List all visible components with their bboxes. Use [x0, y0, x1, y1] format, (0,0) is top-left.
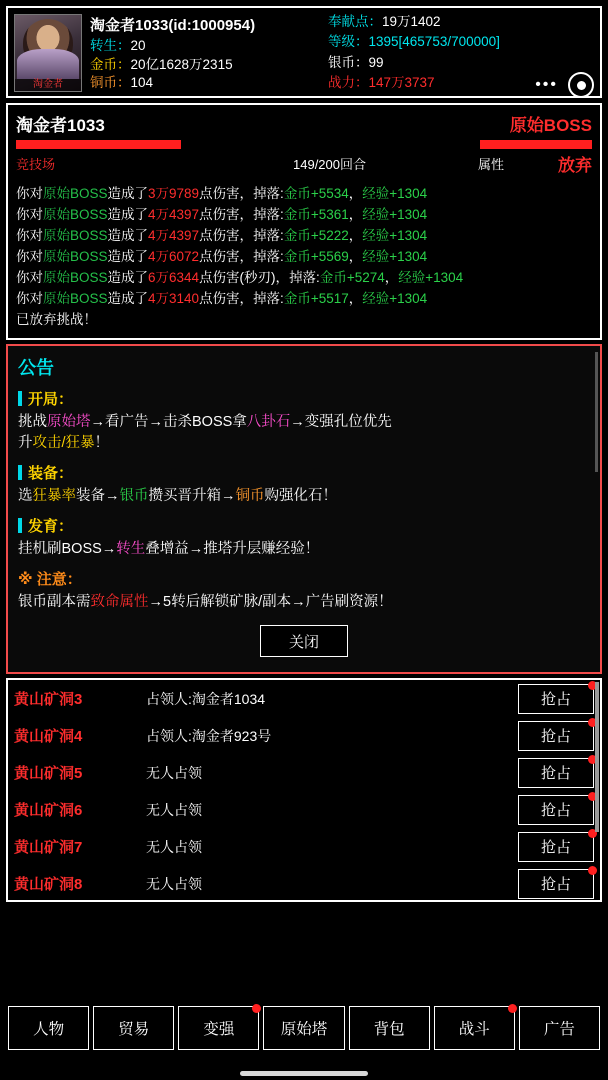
log-sep: ，: [384, 270, 399, 285]
giveup-button[interactable]: 放弃: [558, 156, 592, 175]
log-damage: 4万4397: [148, 207, 200, 222]
section-marker-icon: [18, 391, 22, 406]
log-mid: 造成了: [107, 228, 149, 243]
log-suffix: 点伤害，: [199, 249, 254, 264]
log-sep: ，: [348, 228, 363, 243]
nav-label: 变强: [203, 1021, 235, 1038]
log-damage: 6万6344: [148, 270, 200, 285]
stat-contribution-value: 19万1402: [382, 14, 441, 29]
mine-grab-label: 抢占: [540, 728, 571, 745]
stat-gold: [90, 57, 328, 72]
log-drop-label: 掉落:: [253, 228, 284, 243]
mine-name: 黄山矿洞4: [14, 728, 83, 745]
mine-grab-button[interactable]: [518, 795, 594, 825]
text-seg: →变强孔位优先: [290, 414, 392, 430]
text-seg: 装备→: [76, 488, 120, 504]
mine-owner: 无人占领: [146, 875, 202, 892]
log-line: [16, 267, 592, 288]
stat-rebirth: [90, 38, 328, 53]
notice-section-warning: [18, 568, 590, 613]
notice-section-name: 发育：: [28, 518, 74, 535]
mine-grab-label: 抢占: [540, 691, 571, 708]
log-sep: ，: [348, 186, 363, 201]
notice-title: 公告: [18, 358, 54, 378]
mine-grab-label: 抢占: [540, 765, 571, 782]
nav-item-tower[interactable]: [263, 1006, 344, 1050]
text-seg-highlight: 铜币: [235, 488, 265, 504]
avatar-art-body: [17, 49, 79, 79]
text-seg: →5转后解锁矿脉/副本→广告刷资源！: [148, 594, 393, 610]
log-exp: 经验+1304: [398, 270, 464, 285]
home-indicator: [240, 1071, 368, 1076]
mine-name: 黄山矿洞8: [14, 876, 83, 893]
log-gold: 金币+5534: [283, 186, 349, 201]
nav-item-character[interactable]: [8, 1006, 89, 1050]
stat-copper: [90, 75, 328, 90]
log-gold: 金币+5274: [319, 270, 385, 285]
nav-label: 广告: [543, 1021, 575, 1038]
nav-label: 人物: [33, 1021, 65, 1038]
nav-label: 贸易: [118, 1021, 150, 1038]
log-line: [16, 225, 592, 246]
panel-controls: [535, 72, 594, 98]
log-prefix: 你对: [16, 186, 43, 201]
stat-power-value: 147万3737: [368, 74, 435, 90]
avatar-name: 淘金者: [15, 79, 81, 91]
log-exp: 经验+1304: [362, 186, 428, 201]
log-drop-label: 掉落:: [253, 249, 284, 264]
text-seg: →看广告→击杀BOSS拿: [90, 414, 247, 430]
mine-row: [8, 791, 600, 828]
stat-power-label: 战力：: [328, 74, 369, 90]
more-options-icon[interactable]: •••: [535, 76, 558, 93]
notice-section-name: 开局：: [28, 391, 74, 408]
text-seg-highlight: 转生: [116, 541, 146, 557]
hp-bars: [16, 140, 592, 149]
record-icon[interactable]: [568, 72, 594, 98]
boss-hp-bar: [480, 140, 592, 149]
stat-copper-value: 104: [130, 74, 154, 90]
nav-label: 原始塔: [280, 1021, 328, 1038]
battle-boss-name: 原始BOSS: [509, 116, 592, 135]
log-drop-label: 掉落:: [253, 291, 284, 306]
battle-header: [16, 111, 592, 136]
log-prefix: 你对: [16, 207, 43, 222]
player-stats-left: [90, 14, 328, 90]
mine-grab-button[interactable]: [518, 758, 594, 788]
log-suffix: 点伤害(秒刃)，: [199, 270, 290, 285]
log-drop-label: 掉落:: [253, 207, 284, 222]
mine-grab-button[interactable]: [518, 832, 594, 862]
log-damage: 4万3140: [148, 291, 200, 306]
log-mid: 造成了: [107, 207, 149, 222]
attributes-button[interactable]: 属性: [478, 157, 505, 172]
notice-scrollbar[interactable]: [595, 352, 598, 472]
log-suffix: 点伤害，: [199, 291, 254, 306]
text-seg-highlight: 原始塔: [47, 414, 91, 430]
log-mid: 造成了: [107, 270, 149, 285]
mine-row: [8, 680, 600, 717]
battle-panel: [6, 103, 602, 340]
nav-item-trade[interactable]: [93, 1006, 174, 1050]
badge-dot-icon: [588, 866, 597, 875]
avatar[interactable]: [14, 14, 82, 92]
mine-name: 黄山矿洞5: [14, 765, 83, 782]
mines-list: [6, 678, 602, 902]
text-seg-highlight: 致命属性: [90, 594, 149, 610]
notice-section-body: [18, 486, 590, 507]
text-seg: 选: [18, 488, 33, 504]
mine-owner: 占领人:淘金者1034: [146, 690, 266, 707]
text-seg: 升: [18, 435, 33, 451]
battle-meta: [16, 151, 592, 176]
log-target: 原始BOSS: [43, 207, 108, 222]
log-exp: 经验+1304: [362, 228, 428, 243]
text-seg: 挂机刷BOSS→: [18, 541, 117, 557]
log-drop-label: 掉落:: [253, 186, 284, 201]
notice-warning-body: [18, 592, 590, 613]
mine-owner: 无人占领: [146, 838, 202, 855]
arena-label: 竞技场: [16, 157, 56, 172]
mine-row: [8, 865, 600, 902]
mine-grab-label: 抢占: [540, 802, 571, 819]
text-seg: 攒买晋升箱→: [148, 488, 236, 504]
log-target: 原始BOSS: [43, 228, 108, 243]
stat-level-label: 等级：: [328, 34, 369, 50]
text-seg: ！: [94, 435, 110, 451]
notice-section-start: [18, 388, 590, 454]
stat-level: [328, 34, 594, 49]
player-panel: [6, 6, 602, 98]
mine-grab-label: 抢占: [540, 839, 571, 856]
log-line: [16, 204, 592, 225]
stat-rebirth-label: 转生：: [90, 38, 131, 54]
log-mid: 造成了: [107, 249, 149, 264]
player-stats: [82, 14, 594, 90]
log-gold: 金币+5517: [283, 291, 349, 306]
nav-item-battle[interactable]: [434, 1006, 515, 1050]
stat-contribution-label: 奉献点：: [328, 14, 382, 29]
log-exp: 经验+1304: [362, 291, 428, 306]
log-target: 原始BOSS: [43, 186, 108, 201]
text-seg-highlight: 银币: [119, 488, 149, 504]
text-seg: 叠增益→推塔升层赚经验！: [145, 541, 320, 557]
stat-rebirth-value: 20: [130, 38, 146, 54]
stat-silver: [328, 55, 594, 70]
log-suffix: 点伤害，: [199, 228, 254, 243]
notice-close-button[interactable]: 关闭: [260, 625, 348, 657]
log-gold: 金币+5222: [283, 228, 349, 243]
log-suffix: 点伤害，: [199, 207, 254, 222]
mine-grab-button[interactable]: [518, 869, 594, 899]
stat-level-value: 1395[465753/700000]: [368, 34, 500, 50]
log-sep: ，: [348, 207, 363, 222]
text-seg-highlight: 狂暴率: [32, 488, 76, 504]
player-hp-bar: [16, 140, 181, 149]
log-exp: 经验+1304: [362, 249, 428, 264]
log-drop-label: 掉落:: [289, 270, 320, 285]
log-target: 原始BOSS: [43, 249, 108, 264]
text-seg: 购强化石！: [264, 488, 337, 504]
log-line: [16, 288, 592, 309]
log-line: [16, 183, 592, 204]
stat-copper-label: 铜币：: [90, 74, 131, 90]
mine-owner: 占领人:淘金者923号: [146, 727, 272, 744]
bottom-nav: [0, 1006, 608, 1050]
log-line: [16, 246, 592, 267]
log-mid: 造成了: [107, 186, 149, 201]
notice-section-body: [18, 539, 590, 560]
text-seg-highlight: 攻击/狂暴: [32, 435, 95, 451]
mine-owner: 无人占领: [146, 764, 202, 781]
log-mid: 造成了: [107, 291, 149, 306]
log-sep: ，: [348, 249, 363, 264]
notice-section-header: [18, 388, 590, 409]
text-seg: 银币副本需: [18, 594, 91, 610]
log-damage: 4万4397: [148, 228, 200, 243]
notice-section-equip: [18, 462, 590, 507]
nav-label: 战斗: [458, 1021, 490, 1038]
log-suffix: 点伤害，: [199, 186, 254, 201]
mine-name: 黄山矿洞6: [14, 802, 83, 819]
notice-dialog: [6, 344, 602, 674]
section-marker-icon: [18, 518, 22, 533]
stat-gold-label: 金币：: [90, 56, 131, 72]
badge-dot-icon: [252, 1004, 261, 1013]
text-seg: 挑战: [18, 414, 47, 430]
log-sep: ，: [348, 291, 363, 306]
mines-scrollbar[interactable]: [595, 682, 599, 832]
battle-log: [16, 183, 592, 330]
log-prefix: 你对: [16, 291, 43, 306]
mine-row: [8, 717, 600, 754]
mine-grab-label: 抢占: [540, 876, 571, 893]
log-prefix: 你对: [16, 270, 43, 285]
notice-warning-title: ※ 注意：: [18, 571, 82, 588]
log-final-line: 已放弃挑战！: [16, 312, 97, 327]
notice-section-name: 装备：: [28, 465, 74, 482]
nav-label: 背包: [373, 1021, 405, 1038]
battle-player-name: 淘金者1033: [16, 116, 105, 135]
nav-item-bag[interactable]: [349, 1006, 430, 1050]
log-prefix: 你对: [16, 249, 43, 264]
log-target: 原始BOSS: [43, 270, 108, 285]
mine-name: 黄山矿洞7: [14, 839, 83, 856]
turn-counter: 149/200回合: [293, 157, 366, 172]
nav-item-ads[interactable]: [519, 1006, 600, 1050]
notice-section-header: [18, 462, 590, 483]
log-prefix: 你对: [16, 228, 43, 243]
notice-section-header: [18, 515, 590, 536]
stat-contribution: [328, 14, 594, 29]
mine-row: [8, 828, 600, 865]
log-exp: 经验+1304: [362, 207, 428, 222]
mine-row: [8, 754, 600, 791]
log-gold: 金币+5361: [283, 207, 349, 222]
mine-grab-button[interactable]: [518, 721, 594, 751]
mine-owner: 无人占领: [146, 801, 202, 818]
mine-grab-button[interactable]: [518, 684, 594, 714]
nav-item-upgrade[interactable]: [178, 1006, 259, 1050]
notice-section-body: [18, 412, 590, 454]
badge-dot-icon: [508, 1004, 517, 1013]
section-marker-icon: [18, 465, 22, 480]
log-damage: 3万9789: [148, 186, 200, 201]
log-target: 原始BOSS: [43, 291, 108, 306]
text-seg-highlight: 八卦石: [246, 414, 291, 430]
log-damage: 4万6072: [148, 249, 200, 264]
stat-silver-value: 99: [368, 54, 384, 70]
notice-section-growth: [18, 515, 590, 560]
log-gold: 金币+5569: [283, 249, 349, 264]
player-title: 淘金者1033(id:1000954): [90, 17, 256, 34]
stat-gold-value: 20亿1628万2315: [130, 56, 233, 72]
mine-name: 黄山矿洞3: [14, 691, 83, 708]
stat-silver-label: 银币：: [328, 54, 369, 70]
